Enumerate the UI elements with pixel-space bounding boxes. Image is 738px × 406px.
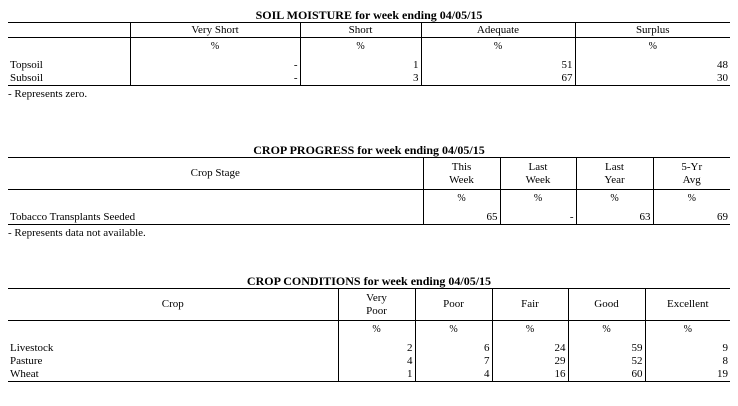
cell-value: 16 [492, 368, 568, 382]
crop-progress-table [8, 157, 730, 225]
soil-header-surplus: Surplus [575, 23, 730, 38]
progress-pct-unit: % [423, 190, 500, 207]
progress-pct-unit: % [500, 190, 576, 207]
cell-value: 7 [415, 355, 492, 368]
conditions-pct-unit: % [338, 321, 415, 338]
cell-value: 4 [338, 355, 415, 368]
conditions-header-crop: Crop [8, 289, 338, 321]
row-label: Subsoil [8, 72, 130, 86]
soil-pct-unit: % [575, 38, 730, 55]
cell-value: - [500, 211, 576, 225]
progress-header-this-week: This Week [423, 158, 500, 190]
table-row [8, 368, 730, 382]
soil-footnote: - Represents zero. [8, 88, 88, 100]
cell-value: 69 [653, 211, 730, 225]
table-row [8, 342, 730, 355]
cell-value: 3 [300, 72, 421, 86]
soil-header-blank [8, 23, 130, 38]
row-label: Wheat [8, 368, 338, 382]
cell-value: 4 [415, 368, 492, 382]
soil-header-adequate: Adequate [421, 23, 575, 38]
soil-pct-blank [8, 38, 130, 55]
crop-conditions-title: CROP CONDITIONS for week ending 04/05/15 [246, 274, 492, 288]
cell-value: 65 [423, 211, 500, 225]
cell-value: 67 [421, 72, 575, 86]
conditions-pct-unit: % [568, 321, 645, 338]
conditions-header-excellent: Excellent [645, 289, 730, 321]
cell-value: 9 [645, 342, 730, 355]
cell-value: 63 [576, 211, 653, 225]
conditions-header-fair: Fair [492, 289, 568, 321]
row-label: Topsoil [10, 59, 43, 71]
soil-pct-unit: % [300, 38, 421, 55]
table-row [8, 211, 730, 225]
cell-value: 1 [338, 368, 415, 382]
progress-pct-blank [8, 190, 423, 207]
conditions-header-very-poor: Very Poor [338, 289, 415, 321]
cell-value: 52 [568, 355, 645, 368]
cell-value: 19 [645, 368, 730, 382]
progress-header-5yr-avg: 5-Yr Avg [653, 158, 730, 190]
crop-progress-section [8, 143, 730, 240]
soil-header-very-short: Very Short [130, 23, 300, 38]
conditions-header-good: Good [568, 289, 645, 321]
conditions-pct-blank [8, 321, 338, 338]
cell-value: 24 [492, 342, 568, 355]
cell-value: 1 [300, 59, 421, 72]
soil-moisture-table [8, 22, 730, 86]
progress-header-last-year: Last Year [576, 158, 653, 190]
table-row [8, 59, 730, 72]
crop-progress-title: CROP PROGRESS for week ending 04/05/15 [253, 143, 485, 157]
cell-value: - [130, 59, 300, 72]
progress-header-last-week: Last Week [500, 158, 576, 190]
conditions-pct-unit: % [415, 321, 492, 338]
crop-conditions-table [8, 288, 730, 382]
cell-value: 6 [415, 342, 492, 355]
row-label: Livestock [10, 342, 54, 354]
progress-footnote: - Represents data not available. [8, 227, 146, 239]
cell-value: 2 [338, 342, 415, 355]
progress-pct-unit: % [576, 190, 653, 207]
cell-value: 59 [568, 342, 645, 355]
table-row [8, 355, 730, 368]
soil-pct-unit: % [421, 38, 575, 55]
cell-value: 51 [421, 59, 575, 72]
conditions-pct-unit: % [492, 321, 568, 338]
cell-value: 30 [575, 72, 730, 86]
cell-value: - [130, 72, 300, 86]
soil-moisture-title: SOIL MOISTURE for week ending 04/05/15 [255, 8, 483, 22]
row-label: Pasture [10, 355, 43, 367]
crop-conditions-section [8, 274, 730, 382]
conditions-pct-unit: % [645, 321, 730, 338]
soil-header-short: Short [300, 23, 421, 38]
progress-header-crop-stage: Crop Stage [8, 158, 423, 190]
cell-value: 48 [575, 59, 730, 72]
cell-value: 8 [645, 355, 730, 368]
table-row [8, 72, 730, 86]
cell-value: 60 [568, 368, 645, 382]
progress-pct-unit: % [653, 190, 730, 207]
soil-pct-unit: % [130, 38, 300, 55]
row-label: Tobacco Transplants Seeded [8, 211, 423, 225]
conditions-header-poor: Poor [415, 289, 492, 321]
cell-value: 29 [492, 355, 568, 368]
soil-moisture-section [8, 8, 730, 101]
